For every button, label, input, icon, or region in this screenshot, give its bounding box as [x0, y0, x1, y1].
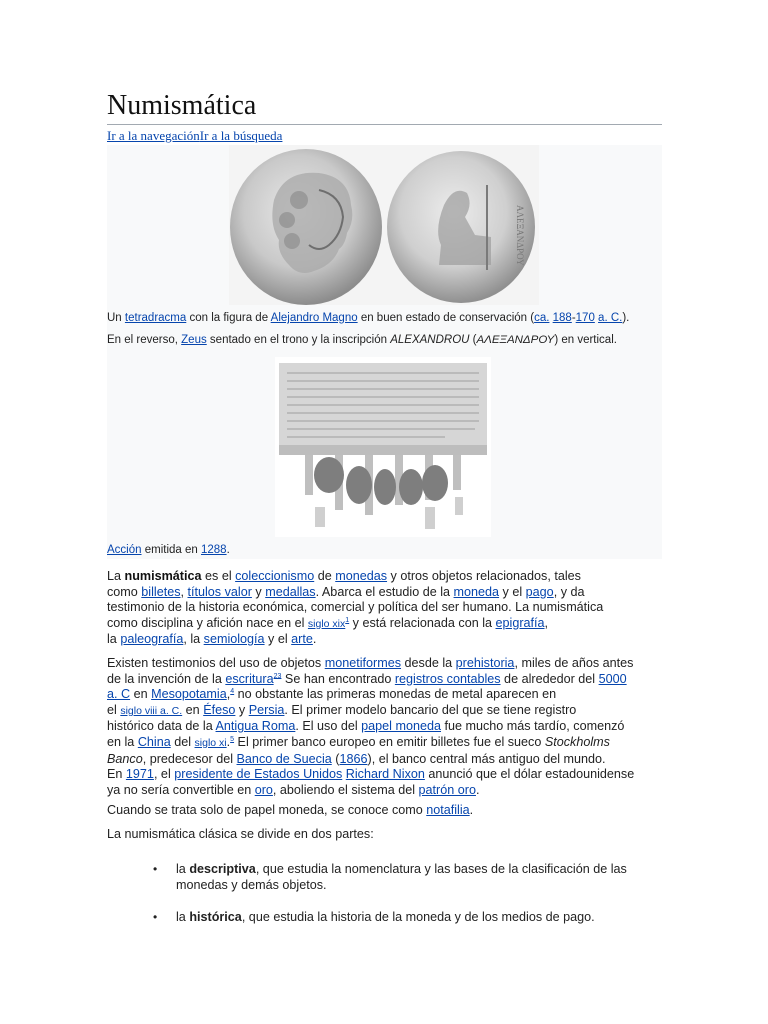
link-arte[interactable]: arte [291, 632, 313, 647]
text-run: , aboliendo el sistema del [272, 782, 419, 797]
text-run: En [107, 767, 126, 782]
text-run: ) en vertical. [554, 334, 617, 346]
text-run: Cuando se trata solo de papel moneda, se conoce como [107, 803, 427, 817]
text-run: , el [153, 767, 175, 782]
text-run: La [107, 569, 125, 583]
italic-text: Stockholms [544, 734, 610, 749]
text-run: ( [331, 751, 340, 766]
link-1866[interactable]: 1866 [339, 751, 368, 766]
bold-term: numismática [124, 569, 202, 583]
text-run: La numismática clásica se divide en dos partes: [107, 827, 374, 841]
bold-term: descriptiva [189, 862, 256, 876]
link-prehistoria[interactable]: prehistoria [455, 656, 515, 670]
link-a-c[interactable]: a. C [107, 687, 131, 702]
text-run: con la figura de [186, 312, 271, 324]
link-oro[interactable]: oro [254, 782, 273, 797]
text-run: , miles de años antes [514, 656, 634, 670]
link-siglo-xix[interactable]: siglo xix [307, 617, 346, 630]
text-run: ). [622, 312, 630, 324]
link-siglo-viii-a-c[interactable]: siglo viii a. C. [120, 704, 183, 717]
share-figure [107, 357, 662, 559]
text-run: fue mucho más tardío, comenzó [440, 719, 625, 734]
text-run: en buen estado de conservación ( [357, 312, 535, 324]
text-line [107, 803, 662, 819]
text-run: y [235, 702, 249, 717]
text-run: emitida en [141, 544, 201, 556]
list-item [107, 909, 662, 925]
division-paragraph [107, 827, 662, 843]
coin-illustration [229, 145, 539, 305]
text-run: , [226, 687, 231, 702]
jump-to-navigation-link[interactable]: Ir a la navegación [107, 128, 200, 143]
text-run: la [176, 862, 190, 876]
link-persia[interactable]: Persia [248, 702, 285, 717]
coin-figure [107, 145, 662, 357]
text-line [107, 600, 662, 616]
page-title: Numismática [107, 88, 662, 125]
text-line [107, 719, 662, 735]
link-semiologia[interactable]: semiología [203, 632, 265, 647]
text-run: En el reverso, [107, 334, 182, 346]
text-run: y [251, 584, 266, 599]
link-coleccionismo[interactable]: coleccionismo [235, 569, 315, 583]
text-run: , que estudia la nomenclatura y las bases de la clasificación de las [255, 862, 627, 876]
link-efeso[interactable]: Éfeso [203, 702, 236, 717]
bold-term: histórica [189, 910, 242, 924]
link-paleografia[interactable]: paleografía [120, 632, 184, 647]
link-a-c[interactable]: a. C. [598, 312, 623, 324]
text-line [107, 767, 662, 783]
text-line [176, 861, 662, 877]
link-medallas[interactable]: medallas [265, 584, 316, 599]
link-accion[interactable]: Acción [107, 544, 142, 556]
link-monedas[interactable]: monedas [335, 569, 388, 583]
text-line [107, 687, 662, 703]
text-run: de alrededor del [500, 671, 599, 686]
text-run: , [544, 615, 549, 630]
text-line [107, 735, 662, 752]
text-run: y está relacionada con la [349, 615, 496, 630]
text-line [107, 703, 662, 720]
text-run: , que estudia la historia de la moneda y de los medios de pago. [241, 910, 595, 924]
link-zeus[interactable]: Zeus [181, 334, 207, 346]
text-run: El primer banco europeo en emitir billetes fue el sueco [234, 734, 545, 749]
link-tetradracma[interactable]: tetradracma [124, 312, 187, 324]
text-run: del [170, 734, 195, 749]
link-papel-moneda[interactable]: papel moneda [361, 719, 441, 734]
text-run: histórico data de la [107, 719, 216, 734]
link-siglo-xi[interactable]: siglo xi [194, 736, 227, 749]
text-run: anunció que el dólar estadounidense [424, 767, 635, 782]
text-line [176, 877, 662, 893]
reference-link[interactable]: 1 [345, 616, 350, 624]
link-188[interactable]: 188 [552, 312, 572, 324]
text-run: y otros objetos relacionados, tales [387, 569, 581, 583]
link-patron-oro[interactable]: patrón oro [418, 782, 476, 797]
text-line [107, 569, 662, 585]
history-paragraph [107, 656, 662, 798]
text-line [107, 616, 662, 633]
svg-text:ΑΛΕΞΑΝΔΡΟΥ: ΑΛΕΞΑΝΔΡΟΥ [515, 205, 525, 266]
notafilia-paragraph [107, 803, 662, 819]
text-run: ya no sería convertible en [107, 782, 255, 797]
text-run: , la [183, 632, 204, 647]
text-run: como disciplina y afición nace en el [107, 615, 308, 630]
jump-to-search-link[interactable]: Ir a la búsqueda [199, 128, 283, 143]
link-alejandro-magno[interactable]: Alejandro Magno [270, 312, 358, 324]
list-item [107, 861, 662, 893]
text-run: . Abarca el estudio de la [315, 584, 454, 599]
italic-text: Banco [107, 751, 143, 766]
tetradrachm-image[interactable] [229, 145, 539, 305]
text-run: en la [107, 734, 138, 749]
link-titulos-valor[interactable]: títulos valor [187, 584, 252, 599]
intro-paragraph [107, 569, 662, 648]
coin-caption-line-2 [107, 330, 617, 351]
text-run: desde la [401, 656, 456, 670]
text-line [107, 585, 662, 601]
text-run: testimonio de la historia económica, comercial y política del ser humano. La numismática [107, 600, 604, 615]
link-notafilia[interactable]: notafilia [426, 803, 470, 817]
link-monetiformes[interactable]: monetiformes [324, 656, 402, 670]
text-run: . [226, 544, 230, 556]
link-china[interactable]: China [137, 734, 171, 749]
link-antigua-roma[interactable]: Antigua Roma [215, 719, 296, 734]
bullet-icon: • [153, 910, 158, 924]
bullet-icon: • [153, 862, 158, 876]
text-run: monedas y demás objetos. [176, 878, 327, 892]
link-escritura[interactable]: escritura [225, 671, 274, 686]
text-run: ), el banco central más antiguo del mundo. [367, 751, 606, 766]
text-run: es el [201, 569, 236, 583]
link-billetes[interactable]: billetes [141, 584, 181, 599]
text-run: , [180, 584, 188, 599]
text-run: . [475, 782, 480, 797]
text-run: la [176, 910, 190, 924]
text-line [107, 752, 662, 768]
division-list [107, 861, 662, 925]
text-line [107, 672, 662, 688]
text-run: . [469, 803, 474, 817]
text-line [107, 632, 662, 648]
jump-links [107, 128, 282, 144]
text-run: como [107, 584, 142, 599]
link-pago[interactable]: pago [525, 584, 554, 599]
link-ca[interactable]: ca. [534, 312, 550, 324]
text-run: . [226, 734, 231, 749]
link-registros-contables[interactable]: registros contables [394, 671, 501, 686]
text-run: ( [469, 334, 477, 346]
text-run: sentado en el trono y la inscripción [206, 334, 391, 346]
text-run: . El primer modelo bancario del que se tiene registro [284, 702, 577, 717]
text-line [107, 783, 662, 799]
text-run: en [182, 702, 204, 717]
text-run: , y da [553, 584, 585, 599]
link-presidente-de-estados-unidos[interactable]: presidente de Estados Unidos [174, 767, 343, 782]
text-line [107, 827, 662, 843]
italic-text: ΑΛΕΞΑΝΔΡΟΥ [476, 334, 555, 346]
text-run: . [312, 632, 317, 647]
link-mesopotamia[interactable]: Mesopotamia [151, 687, 227, 702]
text-run: no obstante las primeras monedas de metal aparecen en [234, 687, 557, 702]
text-run: el [107, 702, 121, 717]
link-banco-de-suecia[interactable]: Banco de Suecia [236, 751, 332, 766]
text-run: Un [107, 312, 125, 324]
link-richard-nixon[interactable]: Richard Nixon [345, 767, 425, 782]
text-run: y el [499, 584, 526, 599]
text-run: Se han encontrado [281, 671, 395, 686]
reference-link[interactable]: 23 [273, 672, 282, 680]
document-illustration [275, 357, 491, 537]
share-document-image[interactable] [275, 357, 491, 537]
reference-link[interactable]: 5 [230, 735, 235, 743]
text-run: y el [264, 632, 292, 647]
text-run: . El uso del [295, 719, 362, 734]
text-run: Existen testimonios del uso de objetos [107, 656, 325, 670]
link-moneda[interactable]: moneda [453, 584, 500, 599]
text-line [176, 909, 662, 925]
coin-caption-line-1 [107, 308, 629, 329]
link-1971[interactable]: 1971 [125, 767, 154, 782]
text-run: - [571, 312, 576, 324]
link-epigrafia[interactable]: epigrafía [495, 615, 545, 630]
link-5000[interactable]: 5000 [598, 671, 627, 686]
text-line [107, 656, 662, 672]
reference-link[interactable]: 4 [230, 688, 235, 695]
share-caption [107, 540, 230, 561]
link-170[interactable]: 170 [575, 312, 595, 324]
text-run: la [107, 632, 121, 647]
text-run: , predecesor del [142, 751, 237, 766]
link-1288[interactable]: 1288 [200, 544, 227, 556]
text-run: en [130, 687, 152, 702]
text-run: de [314, 569, 336, 583]
text-run: de la invención de la [107, 671, 226, 686]
italic-text: ALEXANDROU [390, 334, 470, 346]
